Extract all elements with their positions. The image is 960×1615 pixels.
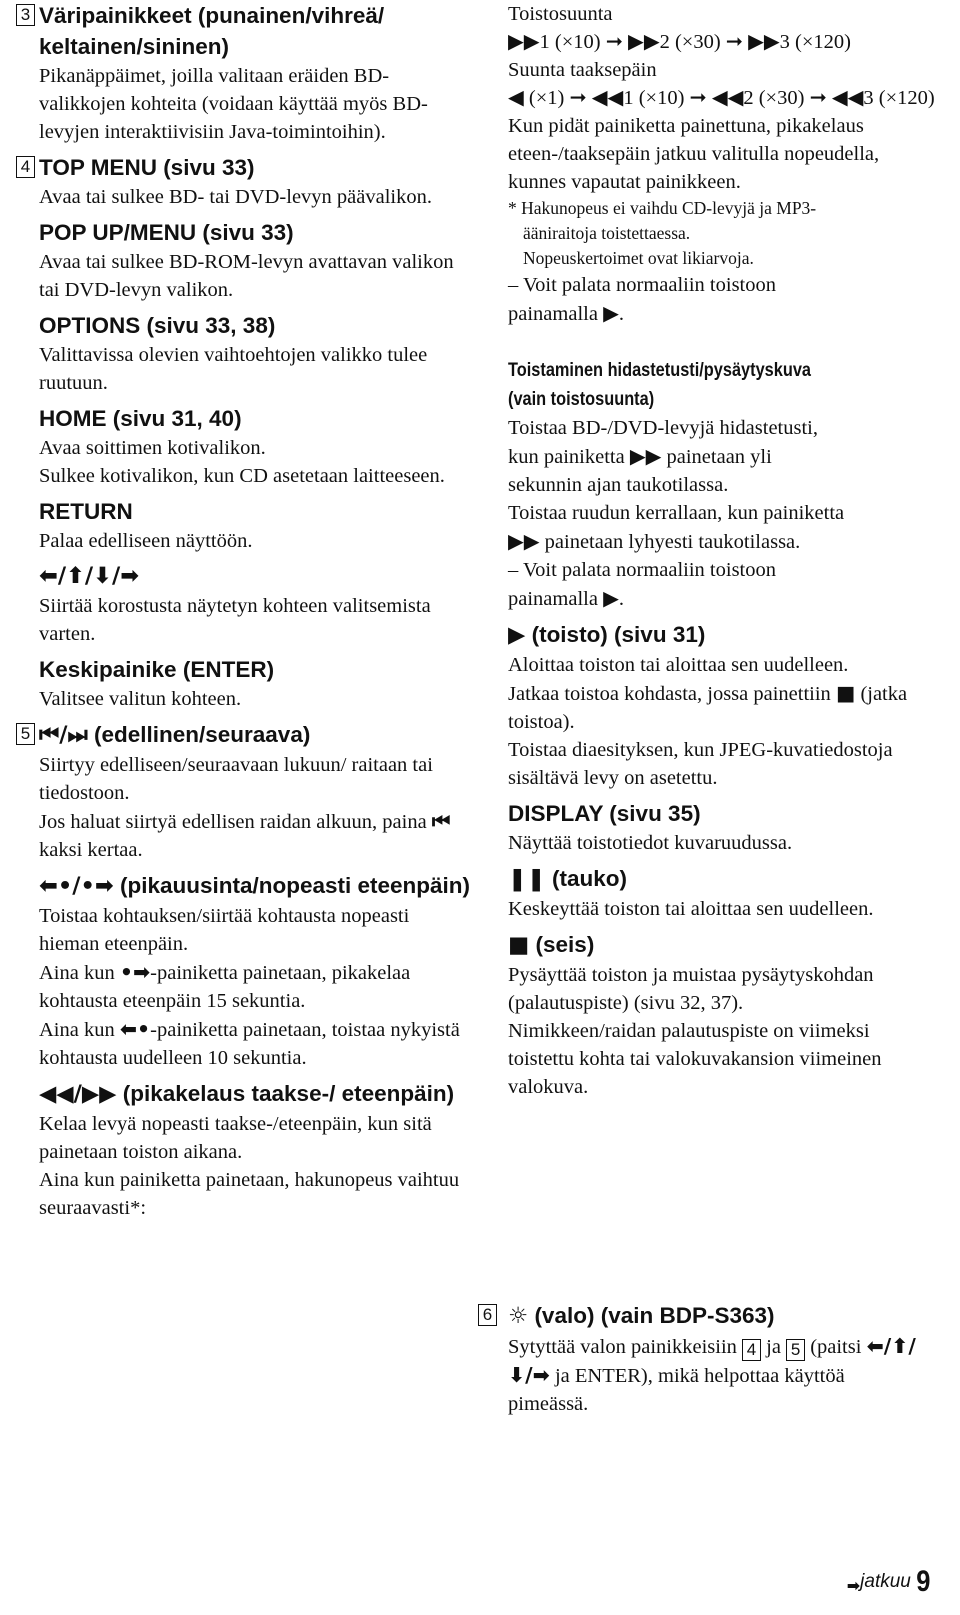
- scan-text-2: Aina kun painiketta painetaan, hakunopeus vaihtuu seuraavasti*:: [39, 1169, 460, 1219]
- right-column: [508, 0, 938, 1101]
- slow-text-4: Toistaa ruudun kerrallaan, kun painiketta: [508, 502, 845, 524]
- hold-text: Kun pidät painiketta painettuna, pikakelaus eteen-/taaksepäin jatkuu valitulla nopeudella, kunnes vapautat painikkeen.: [508, 115, 880, 193]
- entry-5: [16, 719, 471, 1222]
- item-number: 3: [16, 4, 35, 26]
- ref-number: 5: [786, 1339, 805, 1361]
- slow-text-5: ▶▶ painetaan lyhyesti taukotilassa.: [508, 529, 801, 553]
- fast-forward-icon: ▶▶: [629, 444, 662, 468]
- top-menu-heading: TOP MENU (sivu 33): [39, 155, 255, 180]
- options-text: Valittavissa olevien vaihtoehtojen valikko tulee ruutuun.: [39, 344, 428, 394]
- replay-advance-text-1: Toistaa kohtauksen/siirtää kohtausta nopeasti hieman eteenpäin.: [39, 905, 410, 955]
- speed-return-hint-1: – Voit palata normaaliin toistoon: [508, 274, 776, 296]
- prev-next-text-2: Jos haluat siirtyä edellisen raidan alkuun, paina ⏮ kaksi kertaa.: [39, 809, 451, 861]
- left-column: [16, 0, 471, 1222]
- stop-block: [508, 929, 938, 1101]
- options-heading: OPTIONS (sivu 33, 38): [39, 313, 276, 338]
- top-menu-text: Avaa tai sulkee BD- tai DVD-levyn päävalikon.: [39, 186, 432, 208]
- stop-icon: ■: [835, 681, 856, 705]
- item-number: 6: [478, 1304, 497, 1326]
- play-text-2: Jatkaa toistoa kohdasta, jossa painettiin ■ (jatka toistoa).: [508, 681, 908, 733]
- reverse-sequence: ◀ (×1) ➞ ◀◀1 (×10) ➞ ◀◀2 (×30) ➞ ◀◀3 (×120): [508, 87, 935, 109]
- scan-speed-block: [508, 0, 938, 328]
- scan-heading: ◀◀/▶▶ (pikakelaus taakse-/ eteenpäin): [39, 1081, 455, 1107]
- stop-heading: ■ (seis): [508, 932, 595, 958]
- play-heading: ▶ (toisto) (sivu 31): [508, 622, 706, 648]
- play-block: [508, 619, 938, 792]
- page-number: 9: [916, 1565, 931, 1598]
- slow-motion-block: [508, 356, 938, 613]
- stop-text-2: Nimikkeen/raidan palautuspiste on viimeksi toistettu kohta tai valokuvakansion viimeinen valokuva.: [508, 1020, 882, 1098]
- stop-icon: ■: [508, 932, 530, 958]
- slow-motion-heading-1: Toistaminen hidastetusti/pysäytyskuva: [508, 360, 812, 381]
- pause-heading: ❚❚ (tauko): [508, 866, 627, 892]
- arrow-keys-text: Siirtää korostusta näytetyn kohteen valitsemista varten.: [39, 595, 431, 645]
- slow-text-3: sekunnin ajan taukotilassa.: [508, 474, 729, 496]
- continue-arrow-icon: ➡: [846, 1576, 861, 1595]
- scan-text-1: Kelaa levyä nopeasti taakse-/eteenpäin, kun sitä painetaan toiston aikana.: [39, 1113, 432, 1163]
- popup-menu-heading: POP UP/MENU (sivu 33): [39, 220, 294, 245]
- slow-motion-heading-2: (vain toistosuunta): [508, 389, 655, 410]
- prev-next-icon: ⏮/⏭: [39, 722, 88, 748]
- pause-block: [508, 863, 938, 923]
- slow-text-2: kun painiketta ▶▶ painetaan yli: [508, 444, 772, 468]
- slow-text-1: Toistaa BD-/DVD-levyjä hidastetusti,: [508, 417, 818, 439]
- ref-number: 4: [742, 1339, 761, 1361]
- display-block: [508, 798, 938, 857]
- prev-next-heading: ⏮/⏭ (edellinen/seuraava): [39, 722, 311, 748]
- enter-text: Valitsee valitun kohteen.: [39, 688, 242, 710]
- advance-icon: •➡: [119, 960, 151, 984]
- play-text-3: Toistaa diaesityksen, kun JPEG-kuvatiedostoja sisältävä levy on asetettu.: [508, 739, 893, 789]
- forward-sequence: ▶▶1 (×10) ➞ ▶▶2 (×30) ➞ ▶▶3 (×120): [508, 31, 851, 53]
- return-heading: RETURN: [39, 499, 133, 524]
- page-footer: [847, 1565, 932, 1599]
- item-number: 5: [16, 723, 35, 745]
- replay-icon: ⬅•: [119, 1017, 151, 1041]
- arrow-keys-icon: ⬅/⬆/⬇/➡: [508, 1334, 916, 1387]
- return-text: Palaa edelliseen näyttöön.: [39, 530, 253, 552]
- entry-4: [16, 152, 471, 713]
- replay-advance-icon: ⬅•/•➡: [39, 873, 114, 899]
- home-heading: HOME (sivu 31, 40): [39, 406, 242, 431]
- color-buttons-heading: Väripainikkeet (punainen/vihreä/ keltainen/sininen): [39, 3, 385, 59]
- stop-text-1: Pysäyttää toiston ja muistaa pysäytyskohdan (palautuspiste) (sivu 32, 37).: [508, 964, 874, 1014]
- entry-3: [16, 0, 471, 146]
- prev-icon: ⏮: [431, 809, 451, 833]
- continue-label: jatkuu: [860, 1571, 911, 1592]
- prev-next-text-1: Siirtyy edelliseen/seuraavaan lukuun/ raitaan tai tiedostoon.: [39, 754, 433, 804]
- color-buttons-text: Pikanäppäimet, joilla valitaan eräiden BD-valikkojen kohteita (voidaan käyttää myös BD-levyjen interaktiivisiin Java-toimintoihin).: [39, 65, 428, 143]
- display-heading: DISPLAY (sivu 35): [508, 801, 701, 826]
- light-text: Sytyttää valon painikkeisiin 4 ja 5 (paitsi ⬅/⬆/⬇/➡ ja ENTER), mikä helpottaa käyttöä pimeässä.: [508, 1334, 916, 1415]
- scan-icon: ◀◀/▶▶: [39, 1081, 117, 1107]
- speed-return-hint-2: painamalla ▶.: [508, 301, 624, 325]
- slow-return-hint-2: painamalla ▶.: [508, 586, 624, 610]
- light-heading: ☼ (valo) (vain BDP-S363): [508, 1303, 775, 1329]
- light-icon: ☼: [508, 1303, 529, 1329]
- display-text: Näyttää toistotiedot kuvaruudussa.: [508, 832, 793, 854]
- entry-6: [478, 1300, 918, 1418]
- speed-note-1: * Hakunopeus ei vaihdu CD-levyjä ja MP3-: [508, 198, 817, 218]
- play-icon: ▶: [603, 301, 619, 325]
- slow-return-hint-1: – Voit palata normaaliin toistoon: [508, 559, 776, 581]
- pause-text: Keskeyttää toiston tai aloittaa sen uudelleen.: [508, 898, 874, 920]
- play-text-1: Aloittaa toiston tai aloittaa sen uudelleen.: [508, 654, 849, 676]
- enter-heading: Keskipainike (ENTER): [39, 657, 275, 682]
- speed-note-3: Nopeuskertoimet ovat likiarvoja.: [523, 248, 754, 268]
- popup-menu-text: Avaa tai sulkee BD-ROM-levyn avattavan valikon tai DVD-levyn valikon.: [39, 251, 454, 301]
- play-icon: ▶: [603, 586, 619, 610]
- replay-advance-text-2: Aina kun •➡-painiketta painetaan, pikakelaa kohtausta eteenpäin 15 sekuntia.: [39, 960, 411, 1012]
- pause-icon: ❚❚: [508, 866, 546, 892]
- fast-forward-icon: ▶▶: [508, 529, 540, 553]
- reverse-label: Suunta taaksepäin: [508, 59, 657, 81]
- home-text-2: Sulkee kotivalikon, kun CD asetetaan laitteeseen.: [39, 465, 445, 487]
- home-text-1: Avaa soittimen kotivalikon.: [39, 437, 266, 459]
- replay-advance-heading: ⬅•/•➡ (pikauusinta/nopeasti eteenpäin): [39, 873, 471, 899]
- forward-label: Toistosuunta: [508, 3, 613, 25]
- replay-advance-text-3: Aina kun ⬅•-painiketta painetaan, toistaa nykyistä kohtausta uudelleen 10 sekuntia.: [39, 1017, 460, 1069]
- arrow-keys-icon: ⬅/⬆/⬇/➡: [39, 563, 140, 589]
- speed-note-2: ääniraitoja toistettaessa.: [523, 223, 691, 243]
- item-number: 4: [16, 156, 35, 178]
- play-icon: ▶: [508, 622, 526, 648]
